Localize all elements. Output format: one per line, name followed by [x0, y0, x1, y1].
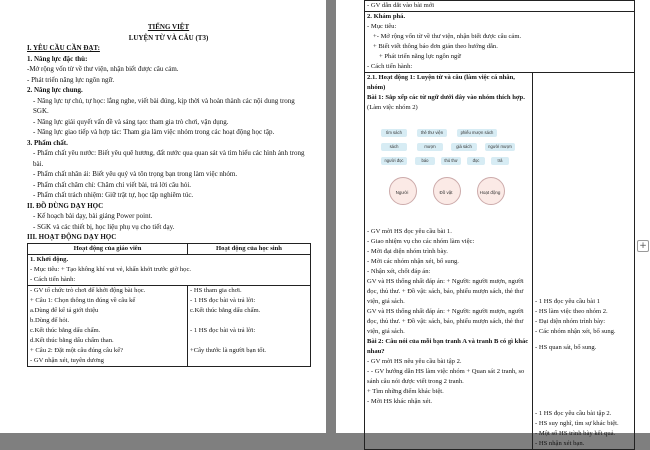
- group-label-activities: Hoạt động: [479, 190, 501, 195]
- teacher-step: - Mời HS khác nhận xét.: [367, 398, 433, 405]
- teacher-step: - GV mời HS nêu yêu cầu bài tập 2.: [367, 358, 462, 365]
- teacher-step: - Nhận xét, chốt đáp án:: [367, 268, 431, 275]
- student-step: - HS nhận xét bạn.: [535, 440, 585, 447]
- text-line: - Phẩm chất yêu nước: Biết yêu quê hương, đất nước qua quan sát và tìm hiểu các hình ảnh trong bài.: [33, 149, 305, 168]
- text-line: - Kế hoạch bài dạy, bài giảng Power point.: [33, 212, 153, 220]
- activity-table-continued: [364, 0, 635, 450]
- teacher-step: - GV nhận xét, tuyên dương: [30, 356, 104, 364]
- explore-heading: 2. Khám phá.: [367, 13, 406, 20]
- student-step: - Một số HS trình bày kết quả.: [535, 430, 616, 437]
- table-row: [365, 73, 635, 450]
- table-row-intro: [365, 1, 635, 12]
- teacher-step: + Câu 1: Chọn thông tin đúng về câu kể: [30, 296, 136, 304]
- table-row-explore: [365, 12, 635, 73]
- group-label-people: Người: [395, 190, 409, 195]
- text-line: + Phát triển năng lực ngôn ngữ: [379, 53, 461, 60]
- student-step: c.Kết thúc bằng dấu chấm.: [190, 306, 261, 314]
- teacher-step: d.Kết thúc bằng dấu chấm than.: [30, 336, 114, 344]
- student-step: - 1 HS đọc bài và trả lời:: [190, 326, 256, 334]
- section-requirements: I. YÊU CẦU CẦN ĐẠT:: [27, 44, 100, 52]
- activity-table: [27, 243, 311, 367]
- student-step: [190, 336, 308, 346]
- word-tile: người mượn: [485, 143, 515, 151]
- teacher-step: + Tìm những điểm khác biệt.: [367, 388, 444, 395]
- word-tile: phiếu mượn sách: [457, 129, 497, 137]
- exercise-2-title: Bài 2: Câu nói của mỗi bạn tranh A và tranh B có gì khác nhau?: [367, 338, 529, 355]
- text-line: - Năng lực giao tiếp và hợp tác: Tham gia làm việc nhóm trong các hoạt động học tập.: [33, 128, 275, 136]
- teacher-step: + Câu 2: Đặt một câu đúng câu kể?: [30, 346, 124, 354]
- student-step: - 1 HS đọc yêu cầu bài tập 2.: [535, 410, 612, 417]
- heading-qualities: 3. Phẩm chất.: [27, 138, 68, 147]
- student-step: - HS làm việc theo nhóm 2.: [535, 308, 608, 315]
- exercise-1-title: Bài 1: Sắp xếp các từ ngữ dưới đây vào nhóm thích hợp.: [367, 94, 525, 101]
- student-step: - HS quan sát, bổ sung.: [535, 344, 597, 351]
- document-page-left: [0, 0, 326, 433]
- exercise-1-note: (Làm việc nhóm 2): [367, 104, 418, 111]
- text-line: - GV dẫn dắt vào bài mới: [367, 2, 435, 9]
- teacher-step: - Mời các nhóm nhận xét, bổ sung.: [367, 258, 459, 265]
- text-line: - Phát triển năng lực ngôn ngữ.: [27, 75, 115, 84]
- teacher-step: - GV tổ chức trò chơi để khởi động bài học.: [30, 286, 146, 294]
- word-tiles-image: [367, 115, 530, 225]
- text-line: - Mục tiêu:: [367, 23, 397, 30]
- teacher-step: b.Dùng để hỏi.: [30, 316, 70, 324]
- subject-title: TIẾNG VIỆT: [147, 23, 190, 31]
- word-tile: giá sách: [451, 143, 477, 151]
- group-label-objects: Đồ vật: [439, 190, 453, 195]
- word-tile: thẻ thư viện: [417, 129, 447, 137]
- table-row-warmup: [28, 254, 311, 285]
- text-line: -Mở rộng vốn từ về thư viện, nhận biết được câu cảm.: [27, 65, 179, 73]
- word-tile: sách: [381, 143, 407, 151]
- word-tile: trả: [491, 157, 509, 165]
- student-step: +Cây thước là người bạn tốt.: [190, 346, 267, 354]
- teacher-step: c.Kết thúc bằng dấu chấm.: [30, 326, 101, 334]
- student-step: - Các nhóm nhận xét, bổ sung.: [535, 328, 616, 335]
- answer-key: GV và HS thống nhất đáp án: + Người: người mượn, người đọc, thủ thư. + Đồ vật: sách, báo, phiếu mượn sách, thẻ thư viện, giá sách.: [367, 278, 524, 305]
- text-line: - Năng lực tự chủ, tự học: lắng nghe, viết bài đúng, kịp thời và hoàn thành các nội dung trong SGK.: [33, 96, 295, 115]
- word-tile: mượn: [417, 143, 443, 151]
- heading-general-skills: 2. Năng lực chung.: [27, 86, 83, 94]
- student-step: - 1 HS đọc yêu cầu bài 1: [535, 298, 601, 305]
- student-step: - 1 HS đọc bài và trả lời:: [190, 296, 256, 304]
- warmup-goal: - Mục tiêu: + Tạo không khí vui vẻ, khấn khởi trước giờ học.: [30, 265, 192, 273]
- word-tile: báo: [415, 157, 435, 165]
- text-line: - Phẩm chất chăm chỉ: Chăm chỉ viết bài, trả lời câu hỏi.: [33, 180, 192, 189]
- warmup-heading: 1. Khởi động.: [30, 255, 69, 263]
- student-step: - HS suy nghĩ, tìm sự khác biệt.: [535, 420, 619, 427]
- activity-heading: 2.1. Hoạt động 1: Luyện từ và câu (làm việc cá nhân, nhóm): [367, 74, 515, 91]
- teacher-step: a.Dùng để kể tả giới thiệu: [30, 306, 99, 314]
- table-header-student: Hoạt động của học sinh: [188, 243, 311, 254]
- warmup-method: - Cách tiến hành:: [30, 275, 76, 283]
- word-tile: đọc: [467, 157, 485, 165]
- document-page-right: [336, 0, 650, 447]
- student-step: - Đại diện nhóm trình bày:: [535, 318, 606, 325]
- table-header-teacher: Hoạt động của giáo viên: [28, 243, 188, 254]
- teacher-step: - - GV hướng dẫn HS làm việc nhóm + Quan sát 2 tranh, so sánh câu nói được viết trong 2 tranh.: [367, 368, 525, 385]
- student-step: [190, 316, 308, 326]
- heading-specific-skills: 1. Năng lực đặc thù:: [27, 54, 88, 63]
- word-tile: tìm sách: [381, 129, 407, 137]
- section-activities: III. HOẠT ĐỘNG DẠY HỌC: [27, 233, 117, 241]
- add-button[interactable]: +: [637, 240, 649, 252]
- text-line: - Phẩm chất trách nhiệm: Giữ trật tự, học tập nghiêm túc.: [33, 191, 194, 199]
- teacher-step: - Giao nhiệm vụ cho các nhóm làm việc:: [367, 238, 475, 245]
- teacher-step: - Mời đại diện nhóm trình bày.: [367, 248, 448, 255]
- text-line: - Năng lực giải quyết vấn đề và sáng tạo: tham gia trò chơi, vận dụng.: [33, 117, 229, 126]
- text-line: +- Mở rộng vốn từ về thư viện, nhận biết được câu cảm.: [373, 33, 522, 40]
- text-line: - Phẩm chất nhân ái: Biết yêu quý và tôn trọng bạn trong làm việc nhóm.: [33, 170, 238, 178]
- answer-key: GV và HS thống nhất đáp án: + Người: người mượn, người đọc, thủ thư. + Đồ vật: sách, báo, phiếu mượn sách, thẻ thư viện, giá sách.: [367, 308, 524, 335]
- word-tile: người đọc: [381, 157, 407, 165]
- word-tile: thủ thư: [441, 157, 461, 165]
- teacher-step: - GV mời HS đọc yêu cầu bài 1.: [367, 228, 452, 235]
- student-step: - HS tham gia chơi.: [190, 286, 242, 294]
- text-line: + Biết viết thông báo đơn giản theo hướng dẫn.: [373, 43, 498, 50]
- exercise-1-heading: [367, 93, 530, 113]
- text-line: - SGK và các thiết bị, học liệu phụ vụ cho tiết dạy.: [33, 222, 175, 231]
- section-materials: II. ĐỒ DÙNG DẠY HỌC: [27, 201, 104, 210]
- lesson-title: LUYỆN TỪ VÀ CÂU (T3): [128, 33, 209, 42]
- table-row: [28, 285, 311, 366]
- text-line: - Cách tiến hành:: [367, 63, 413, 70]
